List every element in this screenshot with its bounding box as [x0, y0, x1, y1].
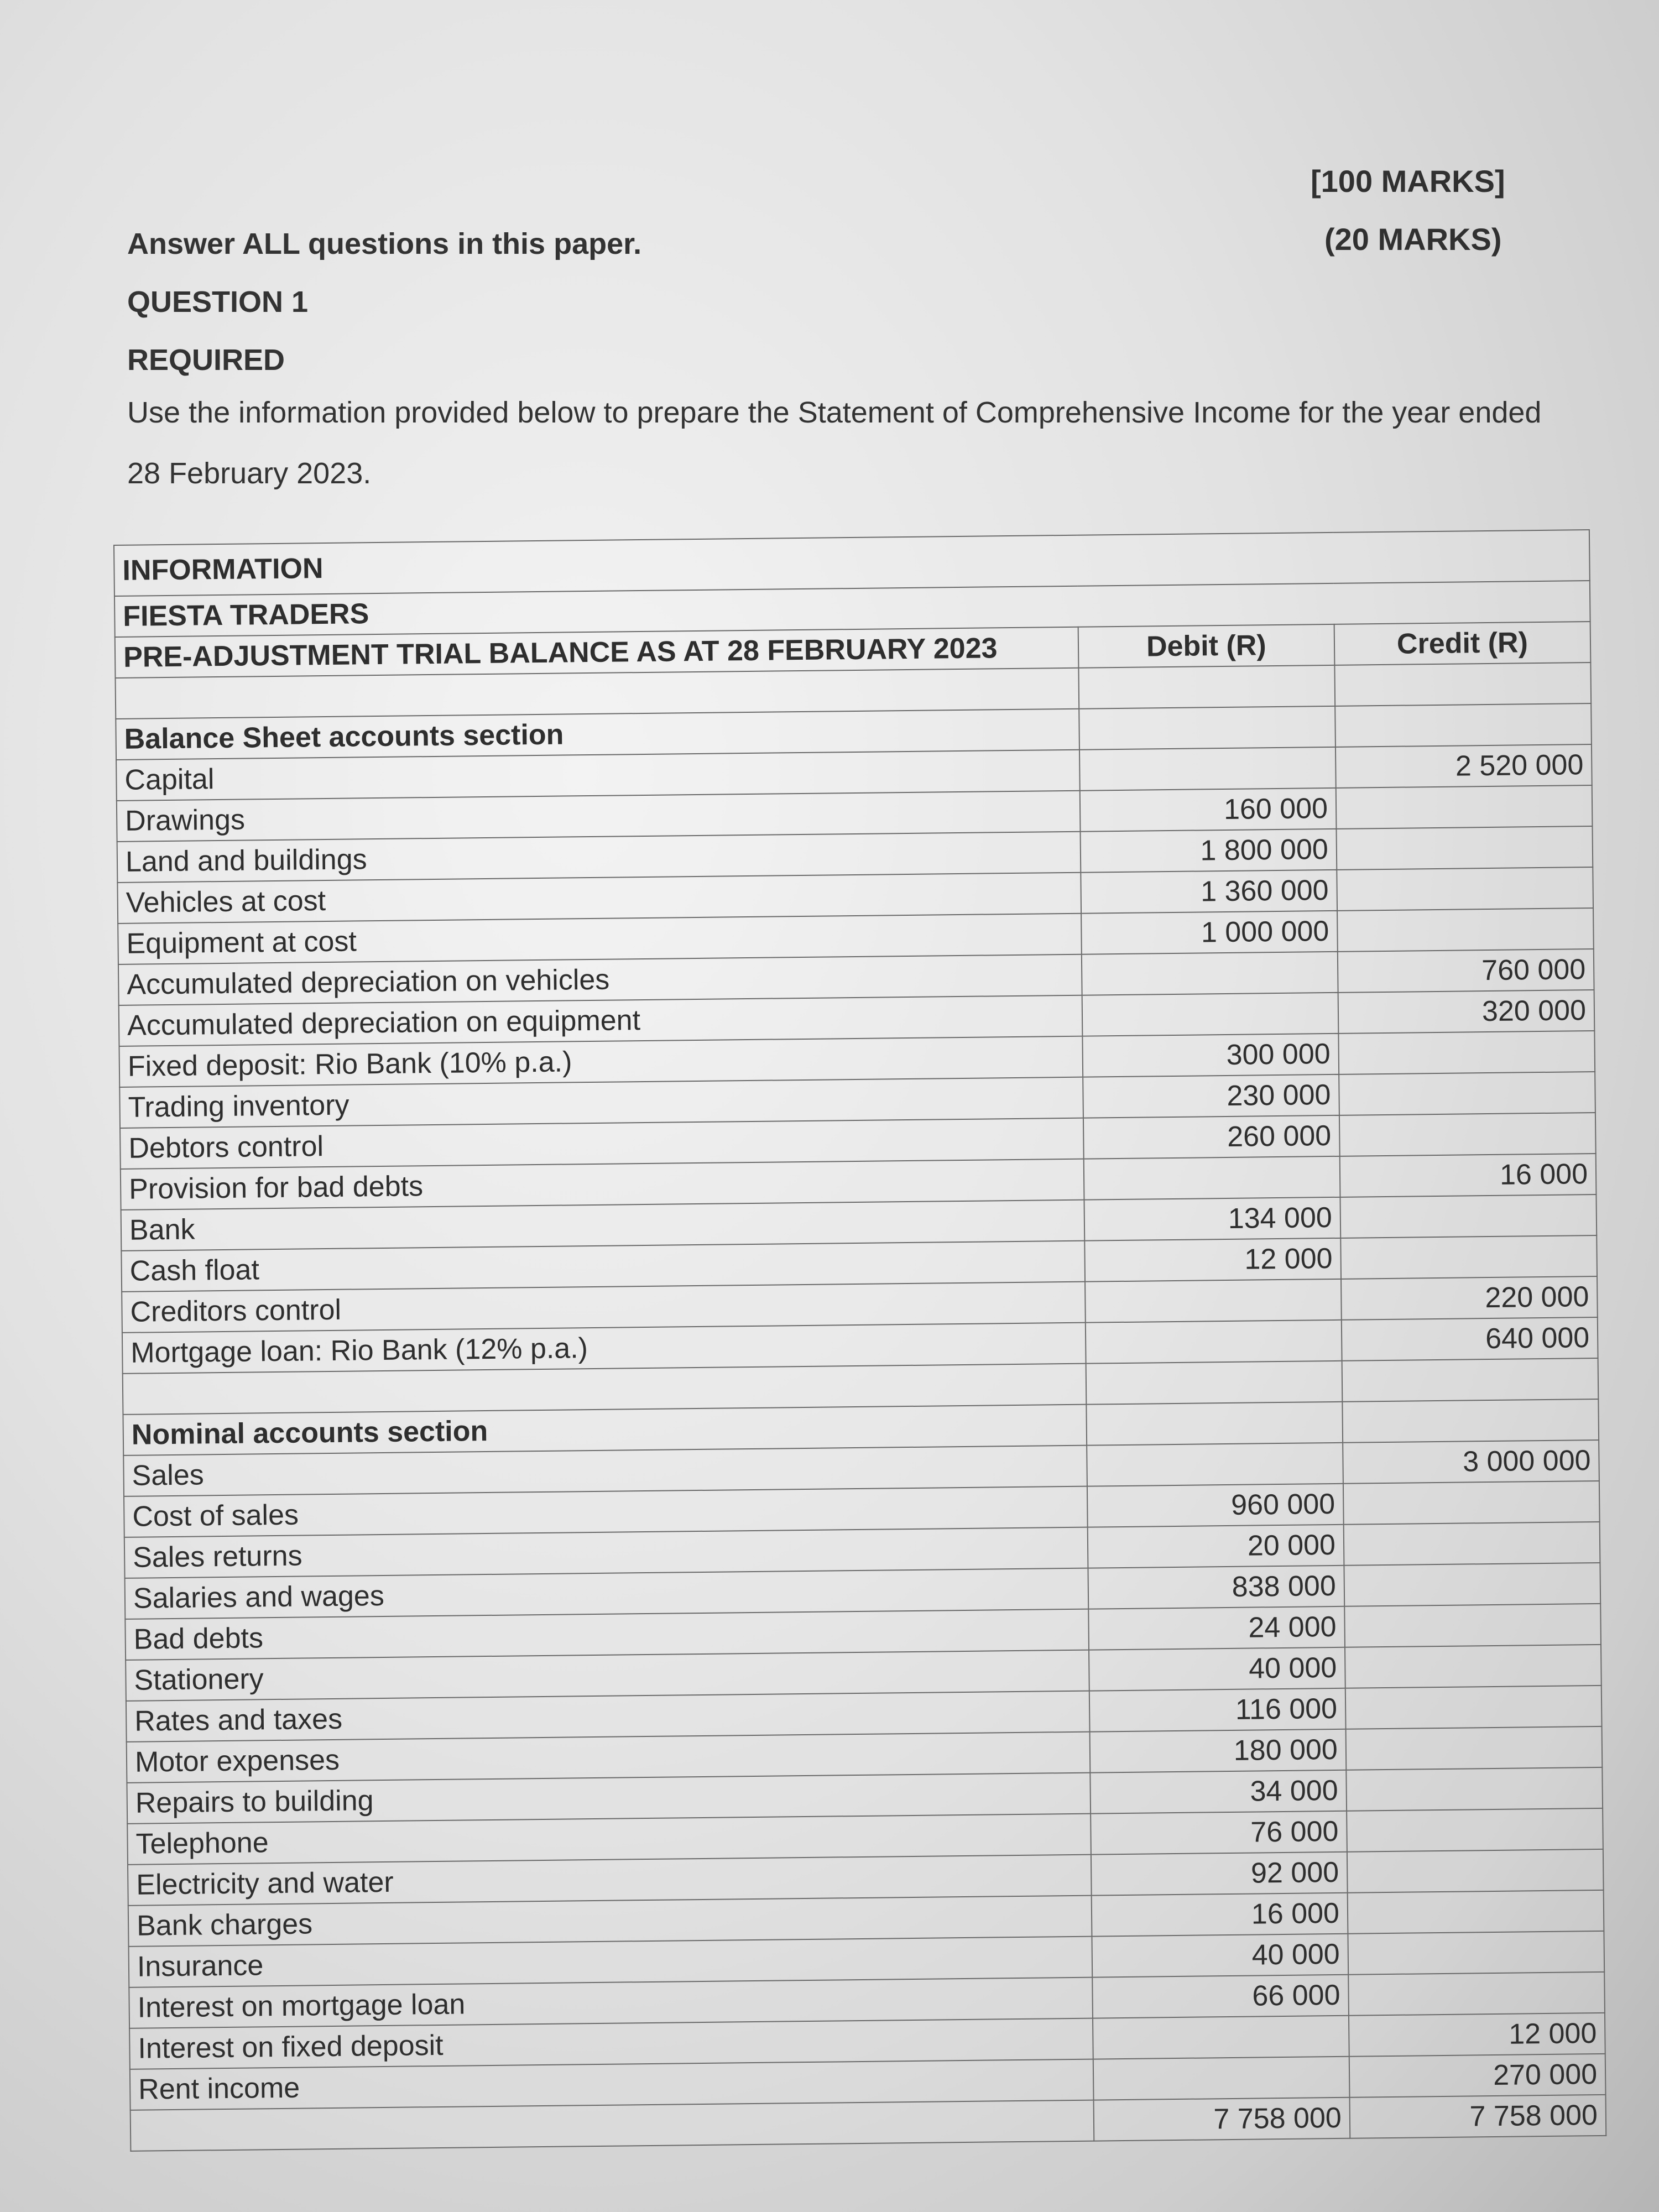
- account-name: Bad debts: [125, 1609, 1088, 1660]
- account-name: Trading inventory: [119, 1077, 1083, 1128]
- credit-amount: [1338, 1031, 1595, 1074]
- account-name: Rates and taxes: [126, 1691, 1089, 1742]
- debit-amount: 16 000: [1091, 1893, 1348, 1937]
- blank-cell: [1334, 662, 1591, 706]
- credit-amount: [1344, 1563, 1600, 1606]
- account-name: Salaries and wages: [125, 1568, 1088, 1619]
- credit-amount: 3 000 000: [1343, 1440, 1599, 1484]
- account-name: Creditors control: [122, 1282, 1085, 1333]
- debit-amount: 116 000: [1089, 1688, 1346, 1732]
- credit-amount: [1343, 1481, 1600, 1525]
- question-heading: QUESTION 1: [127, 285, 309, 319]
- total-marks: [100 MARKS]: [1311, 164, 1505, 199]
- debit-amount: 230 000: [1083, 1074, 1339, 1118]
- credit-amount: [1345, 1686, 1602, 1729]
- credit-amount: [1340, 1235, 1597, 1279]
- blank-cell: [1086, 1361, 1342, 1405]
- account-name: Sales returns: [124, 1527, 1088, 1578]
- task-line-1: Use the information provided below to prepare the Statement of Comprehensive Income for the year ended: [127, 396, 1542, 429]
- instruction: Answer ALL questions in this paper.: [127, 227, 642, 260]
- credit-amount: [1345, 1645, 1601, 1688]
- account-name: Fixed deposit: Rio Bank (10% p.a.): [119, 1036, 1082, 1087]
- account-name: Cost of sales: [124, 1486, 1087, 1537]
- account-name: Electricity and water: [128, 1855, 1091, 1906]
- debit-amount: 838 000: [1088, 1566, 1344, 1609]
- credit-amount: [1347, 1849, 1604, 1893]
- debit-amount: 24 000: [1088, 1606, 1345, 1650]
- debit-amount: 1 000 000: [1081, 911, 1338, 954]
- debit-amount: 134 000: [1084, 1197, 1340, 1241]
- debit-amount: [1086, 1320, 1342, 1364]
- debit-amount: 20 000: [1087, 1525, 1344, 1568]
- nominal-section-label: Nominal accounts section: [123, 1405, 1086, 1455]
- account-name: Bank charges: [128, 1896, 1092, 1947]
- credit-amount: [1337, 908, 1594, 952]
- credit-amount: [1344, 1604, 1601, 1647]
- account-name: Equipment at cost: [118, 914, 1081, 964]
- trial-balance-table: [113, 529, 1606, 2152]
- credit-amount: [1347, 1808, 1603, 1852]
- total-debit: 7 758 000: [1093, 2098, 1350, 2141]
- debit-amount: [1082, 993, 1338, 1036]
- debit-amount: 92 000: [1091, 1852, 1348, 1896]
- account-name: Motor expenses: [127, 1732, 1090, 1783]
- company-name: FIESTA TRADERS: [114, 581, 1590, 637]
- account-name: Rent income: [130, 2059, 1093, 2110]
- account-name: Land and buildings: [117, 832, 1081, 883]
- question-marks: (20 MARKS): [1324, 222, 1502, 257]
- debit-amount: 12 000: [1084, 1238, 1341, 1282]
- credit-amount: [1336, 826, 1593, 870]
- debit-amount: 300 000: [1082, 1034, 1339, 1077]
- blank-cell: [1086, 1402, 1343, 1446]
- account-name: Debtors control: [120, 1118, 1083, 1169]
- debit-amount: [1093, 2016, 1349, 2059]
- credit-amount: [1339, 1113, 1596, 1156]
- trial-balance-title: PRE-ADJUSTMENT TRIAL BALANCE AS AT 28 FEBRUARY 2023: [115, 627, 1078, 678]
- total-credit: 7 758 000: [1349, 2095, 1606, 2138]
- account-name: Telephone: [127, 1814, 1091, 1865]
- credit-amount: 16 000: [1340, 1154, 1597, 1197]
- blank-cell: [1342, 1399, 1599, 1443]
- credit-amount: [1336, 785, 1593, 829]
- account-name: Accumulated depreciation on equipment: [119, 995, 1082, 1046]
- debit-amount: 40 000: [1089, 1647, 1345, 1691]
- credit-amount: 760 000: [1338, 949, 1594, 993]
- debit-amount: [1093, 2057, 1350, 2100]
- debit-amount: [1082, 952, 1338, 995]
- credit-amount: 220 000: [1341, 1276, 1598, 1320]
- debit-amount: 1 360 000: [1081, 870, 1337, 914]
- credit-amount: [1348, 1931, 1604, 1975]
- credit-amount: [1345, 1726, 1602, 1770]
- credit-amount: 270 000: [1349, 2054, 1606, 2098]
- account-name: Provision for bad debts: [121, 1159, 1084, 1210]
- account-name: Stationery: [126, 1650, 1089, 1701]
- account-name: Sales: [123, 1446, 1087, 1496]
- account-name: Vehicles at cost: [117, 873, 1081, 924]
- credit-amount: [1346, 1767, 1603, 1811]
- debit-amount: 180 000: [1089, 1729, 1346, 1773]
- credit-amount: 320 000: [1338, 990, 1594, 1034]
- debit-amount: 34 000: [1090, 1770, 1347, 1814]
- blank-cell: [1342, 1358, 1598, 1402]
- debit-amount: [1079, 747, 1336, 791]
- account-name: Cash float: [121, 1241, 1084, 1292]
- account-name: Repairs to building: [127, 1773, 1090, 1824]
- debit-amount: 160 000: [1080, 788, 1337, 832]
- account-name: Drawings: [117, 791, 1080, 842]
- debit-amount: [1085, 1279, 1342, 1323]
- credit-amount: [1340, 1194, 1597, 1238]
- credit-amount: 2 520 000: [1335, 744, 1592, 788]
- debit-amount: 40 000: [1092, 1934, 1348, 1978]
- account-name: Capital: [116, 750, 1079, 801]
- account-name: Insurance: [129, 1937, 1092, 1987]
- debit-amount: 1 800 000: [1080, 829, 1337, 873]
- debit-amount: 960 000: [1087, 1484, 1344, 1527]
- credit-amount: 12 000: [1349, 2013, 1605, 2057]
- credit-amount: [1344, 1522, 1600, 1566]
- blank-cell: [1078, 665, 1335, 709]
- account-name: Interest on fixed deposit: [129, 2018, 1093, 2069]
- required-heading: REQUIRED: [127, 343, 285, 377]
- account-name: Accumulated depreciation on vehicles: [118, 954, 1082, 1005]
- debit-amount: 76 000: [1091, 1811, 1347, 1855]
- debit-amount: [1083, 1156, 1340, 1200]
- credit-amount: [1339, 1072, 1595, 1115]
- debit-amount: [1087, 1443, 1343, 1486]
- credit-header: Credit (R): [1334, 622, 1590, 665]
- credit-amount: [1348, 1890, 1604, 1934]
- credit-amount: 640 000: [1342, 1317, 1598, 1361]
- account-name: Mortgage loan: Rio Bank (12% p.a.): [122, 1323, 1086, 1374]
- blank-cell: [1079, 706, 1335, 750]
- task-line-2: 28 February 2023.: [127, 457, 372, 490]
- account-name: Bank: [121, 1200, 1084, 1251]
- information-label: INFORMATION: [114, 530, 1590, 596]
- credit-amount: [1348, 1972, 1605, 2016]
- debit-header: Debit (R): [1078, 624, 1334, 668]
- blank-cell: [1335, 703, 1592, 747]
- balance-section-label: Balance Sheet accounts section: [116, 709, 1079, 760]
- credit-amount: [1337, 867, 1593, 911]
- debit-amount: 260 000: [1083, 1115, 1340, 1159]
- debit-amount: 66 000: [1092, 1975, 1349, 2018]
- account-name: Interest on mortgage loan: [129, 1978, 1092, 2028]
